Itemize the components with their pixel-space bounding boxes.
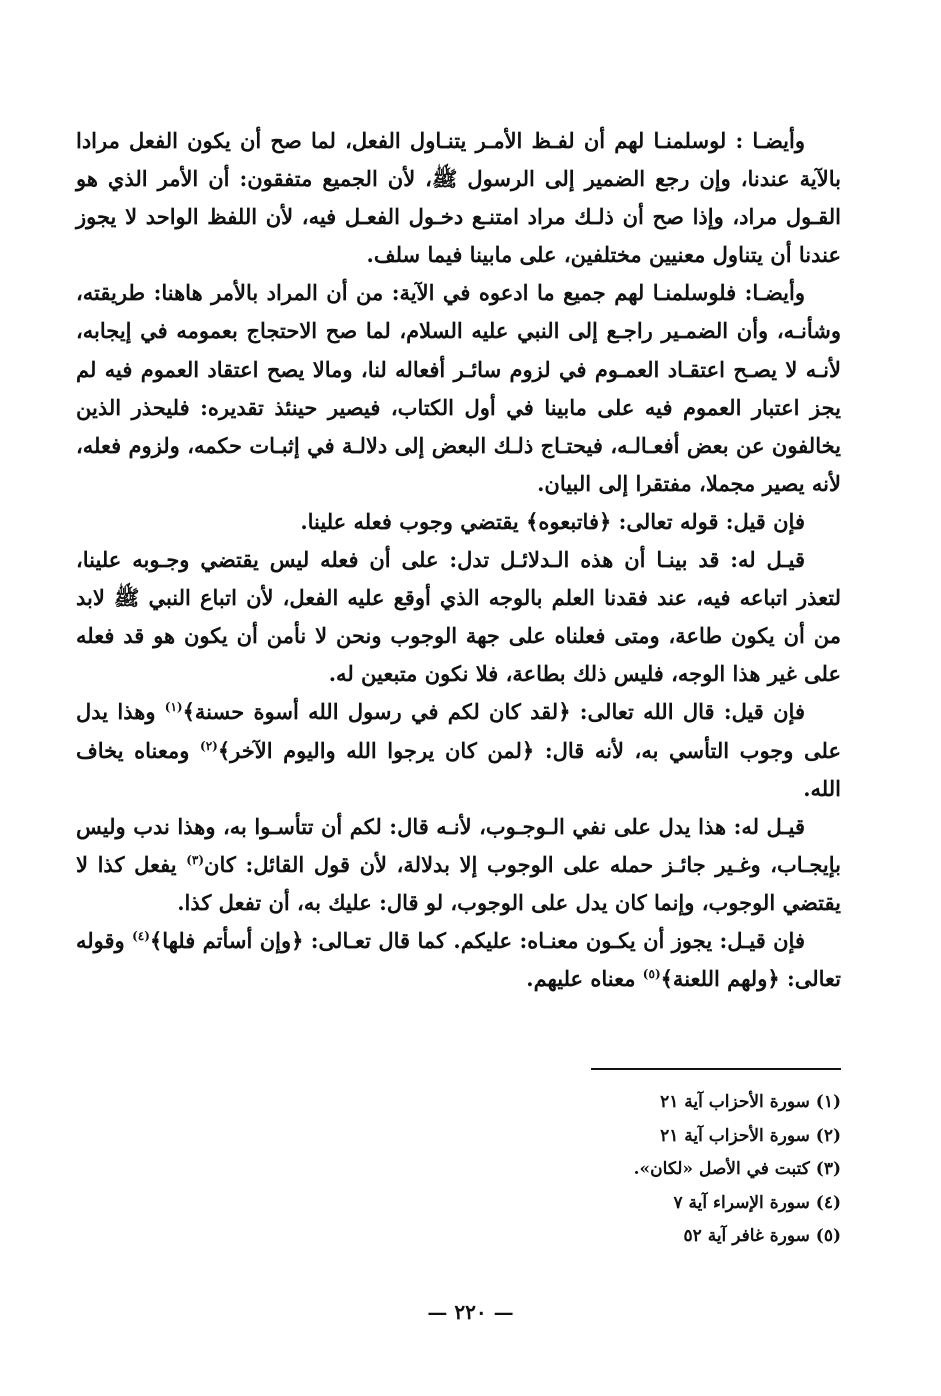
footnote-ref: (٥) — [642, 967, 661, 982]
text-segment: معناه عليهم. — [526, 966, 643, 992]
main-text — [76, 122, 841, 998]
paragraph — [76, 922, 841, 998]
paragraph: وأيضـا : لوسلمنـا لهم أن لفـظ الأمـر يتنـاول الفعل، لما صح أن يكون الفعل مرادا بالآية عندنا، وإن رجع الضمير إلى الرسول ﷺ، لأن الجميع متفقون: أن الأمر الذي هو القـول مراد، وإذا صح أن ذلـك مراد امتنـع دخـول الفعـل فيه، لأن اللفظ الواحد لا يجوز عندنا أن يتناول معنيين مختلفين، على مابينا فيما سلف. — [76, 128, 841, 268]
footnote-ref: (٤) — [132, 928, 150, 943]
paragraph: وأيضـا: فلوسلمنـا لهم جميع ما ادعوه في الآية: من أن المراد بالأمر هاهنا: طريقته، وشأنـه، وأن الضمـير راجـع إلى النبي عليه السلام، لما صح الاحتجاج بعمومه في إيجابه، لأنـه لا يصـح اعتقـاد العمـوم في لزوم سائـر أفعاله لنا، ومالا يصح اعتقاد العموم فيه لم يجز اعتبار العموم فيه على مابينا في أول الكتاب، فيصير حينئذ تقديره: فليحذر الذين يخالفون عن بعض أفعـالـه، فيحتـاج ذلـك البعض إلى دلالـة في إثبـات حكمه، ولزوم فعله، لأنه يصير مجملا، مفتقرا إلى البيان. — [76, 280, 841, 496]
text-segment: فإن قيـل: يجوز أن يكـون معنـاه: عليكم. كما قال تعـالى: ﴿وإن أسأتم فلها﴾ — [149, 927, 805, 953]
footnote-ref: (٢) — [200, 738, 218, 753]
text-segment: يفعل كذا لا يقتضي الوجوب، وإنما كان يدل على الوجوب، لو قال: عليك به، أن تفعل كذا. — [76, 851, 841, 915]
footnote: (١) سورة الأحزاب آية ٢١ — [660, 1092, 841, 1112]
text-segment: ومعناه يخاف الله. — [76, 737, 841, 801]
footnote-ref: (١) — [164, 700, 183, 715]
footnote: (٥) سورة غافر آية ٥٢ — [683, 1226, 841, 1246]
text-segment: فإن قيل: قال الله تعالى: ﴿لقد كان لكم في رسول الله أسوة حسنة﴾ — [182, 699, 805, 725]
footnote: (٣) كتبت في الأصل «لكان». — [633, 1159, 841, 1179]
paragraph: قيـل له: قد بينـا أن هذه الـدلائـل تدل: على أن فعله ليس يقتضي وجـوبه علينا، لتعذر اتباعه فيه، عند فقدنا العلم بالوجه الذي أوقع عليه الفعل، لأن اتباع النبي ﷺ لابد من أن يكون طاعة، ومتى فعلناه على جهة الوجوب ونحن لا نأمن أن يكون هو قد فعله على غير هذا الوجه، فليس ذلك بطاعة، فلا نكون متبعين له. — [76, 547, 841, 687]
paragraph: فإن قيل: قوله تعالى: ﴿فاتبعوه﴾ يقتضي وجوب فعله علينا. — [300, 508, 805, 534]
footnote: (٤) سورة الإسراء آية ٧ — [673, 1192, 841, 1213]
footnote: (٢) سورة الأحزاب آية ٢١ — [660, 1125, 841, 1146]
paragraph — [76, 808, 841, 922]
footnotes — [441, 1086, 841, 1254]
footnote-ref: (٣) — [186, 852, 205, 867]
text-segment: قيـل له: هذا يدل على نفي الـوجـوب، لأنـه قال: لكم أن تتأسـوا به، وهذا ندب وليس بإيجـاب، وغـير جائـز حمله على الوجوب إلا بدلالة، لأن قول القائل: كان — [76, 813, 841, 877]
paragraph — [76, 693, 841, 807]
footnote-divider — [591, 1068, 841, 1070]
text-segment: وقوله تعالى: ﴿ولهم اللعنة﴾ — [76, 927, 841, 992]
text-segment: وهذا يدل على وجوب التأسي به، لأنه قال: ﴿لمن كان يرجوا الله واليوم الآخر﴾ — [76, 699, 841, 763]
page-number: — ٢٢٠ — — [427, 1300, 514, 1324]
